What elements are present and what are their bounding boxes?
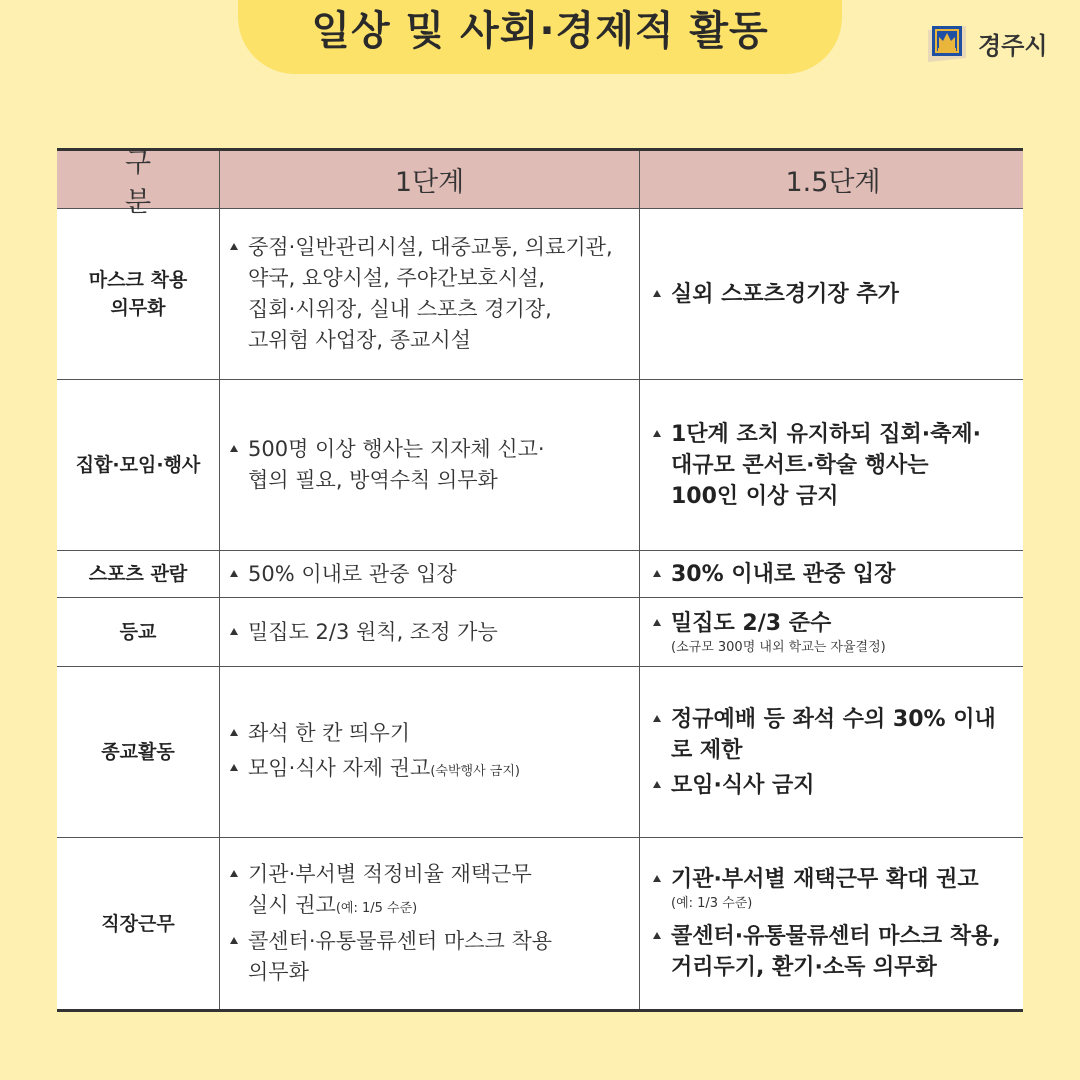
list-item: 콜센터·유통물류센터 마스크 착용, 거리두기, 환기·소독 의무화 bbox=[653, 921, 1013, 983]
triangle-bullet-icon bbox=[653, 781, 661, 788]
list-item: 중점·일반관리시설, 대중교통, 의료기관, 약국, 요양시설, 주야간보호시설, 집회·시위장, 실내 스포츠 경기장, 고위험 사업장, 종교시설 bbox=[230, 232, 629, 356]
footnote: (예: 1/3 수준) bbox=[671, 896, 753, 911]
triangle-bullet-icon bbox=[653, 290, 661, 297]
title-banner bbox=[238, 0, 842, 74]
triangle-bullet-icon bbox=[653, 570, 661, 577]
row-category: 종교활동 bbox=[101, 741, 175, 763]
distancing-table bbox=[57, 148, 1023, 1012]
table-header-row bbox=[57, 147, 1023, 218]
list-item: 모임·식사 금지 bbox=[653, 770, 1013, 801]
footnote: (숙박행사 금지) bbox=[430, 763, 520, 779]
triangle-bullet-icon bbox=[230, 937, 238, 944]
triangle-bullet-icon bbox=[653, 875, 661, 882]
list-item: 1단계 조치 유지하되 집회·축제· 대규모 콘서트·학술 행사는 100인 이상 금지 bbox=[653, 419, 1013, 512]
header-stage1: 1단계 bbox=[220, 151, 640, 208]
header-stage15: 1.5단계 bbox=[785, 167, 881, 198]
triangle-bullet-icon bbox=[653, 430, 661, 437]
triangle-bullet-icon bbox=[230, 729, 238, 736]
logo-text: 경주시 bbox=[978, 31, 1048, 60]
table-row bbox=[57, 209, 1023, 380]
list-item: 밀집도 2/3 원칙, 조정 가능 bbox=[230, 617, 629, 648]
row-category: 등교 bbox=[119, 621, 157, 643]
triangle-bullet-icon bbox=[230, 570, 238, 577]
triangle-bullet-icon bbox=[653, 619, 661, 626]
list-item: 기관·부서별 적정비율 재택근무 실시 권고(예: 1/5 수준) bbox=[230, 859, 629, 924]
header-category: 구 분 bbox=[57, 151, 220, 208]
table-row bbox=[57, 838, 1023, 1009]
list-item: 500명 이상 행사는 지자체 신고· 협의 필요, 방역수칙 의무화 bbox=[230, 434, 629, 496]
gyeongju-city-emblem-icon bbox=[924, 20, 970, 66]
triangle-bullet-icon bbox=[653, 932, 661, 939]
row-category: 스포츠 관람 bbox=[88, 563, 188, 585]
list-item: 콜센터·유통물류센터 마스크 착용 의무화 bbox=[230, 926, 629, 988]
city-logo bbox=[924, 20, 1048, 66]
footnote: (예: 1/5 수준) bbox=[335, 901, 418, 916]
row-category: 마스크 착용 의무화 bbox=[88, 269, 188, 319]
page-title: 일상 및 사회·경제적 활동 bbox=[311, 8, 769, 54]
list-item: 좌석 한 칸 띄우기 bbox=[230, 718, 629, 749]
triangle-bullet-icon bbox=[230, 764, 238, 771]
footnote: (소규모 300명 내외 학교는 자율결정) bbox=[671, 639, 886, 655]
list-item: 정규예배 등 좌석 수의 30% 이내 로 제한 bbox=[653, 704, 1013, 766]
list-item: 기관·부서별 재택근무 확대 권고 (예: 1/3 수준) bbox=[653, 864, 1013, 913]
triangle-bullet-icon bbox=[230, 628, 238, 635]
table-row bbox=[57, 598, 1023, 667]
triangle-bullet-icon bbox=[230, 870, 238, 877]
triangle-bullet-icon bbox=[230, 445, 238, 452]
list-item: 50% 이내로 관중 입장 bbox=[230, 559, 629, 590]
row-category: 직장근무 bbox=[101, 912, 175, 935]
list-item: 모임·식사 자제 권고(숙박행사 금지) bbox=[230, 753, 629, 787]
table-row bbox=[57, 380, 1023, 551]
triangle-bullet-icon bbox=[230, 243, 238, 250]
list-item: 실외 스포츠경기장 추가 bbox=[653, 279, 1013, 310]
list-item: 30% 이내로 관중 입장 bbox=[653, 559, 1013, 590]
list-item: 밀집도 2/3 준수 (소규모 300명 내외 학교는 자율결정) bbox=[653, 608, 1013, 657]
table-row bbox=[57, 551, 1023, 598]
row-category: 집합·모임·행사 bbox=[75, 454, 201, 476]
triangle-bullet-icon bbox=[653, 715, 661, 722]
table-row bbox=[57, 667, 1023, 838]
